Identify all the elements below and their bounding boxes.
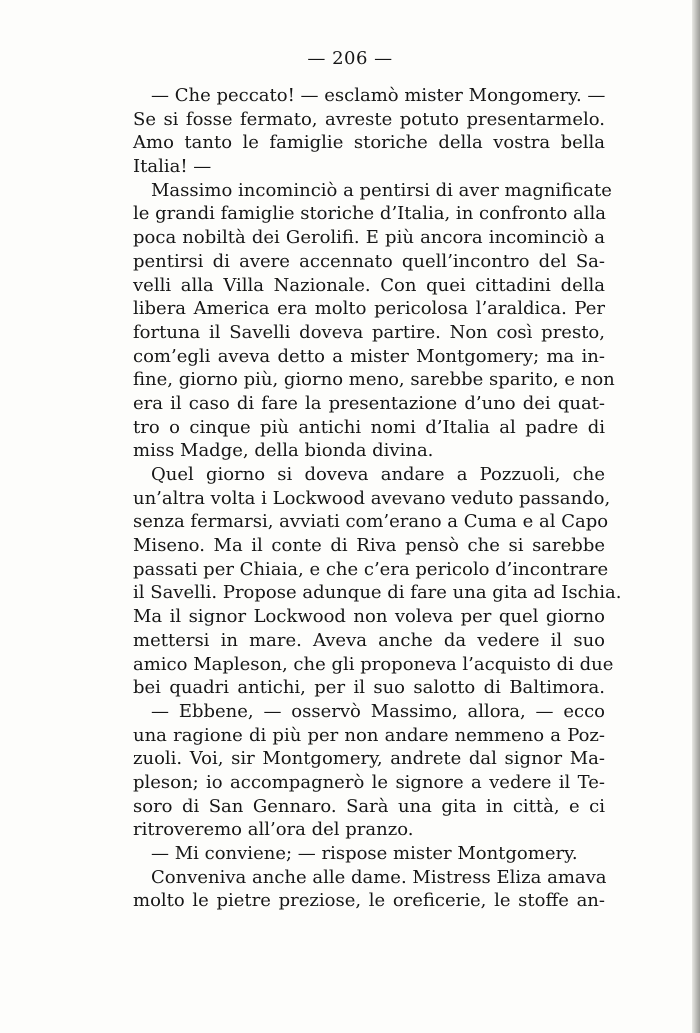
text-line: libera America era molto pericolosa l’araldica. Per bbox=[133, 298, 605, 320]
text-line: senza fermarsi, avviati com’erano a Cuma e al Capo bbox=[133, 511, 609, 533]
text-line: molto le pietre preziose, le oreficerie, le stoffe an- bbox=[133, 890, 605, 912]
text-line: fortuna il Savelli doveva partire. Non così presto, bbox=[133, 321, 605, 343]
text-line: era il caso di fare la presentazione d’uno dei quat- bbox=[133, 392, 605, 414]
text-line: poca nobiltà dei Gerolifi. E più ancora incominciò a bbox=[133, 227, 605, 249]
text-line: una ragione di più per non andare nemmeno a Poz- bbox=[133, 724, 605, 746]
text-line: Italia! — bbox=[133, 156, 212, 178]
text-line: le grandi famiglie storiche d’Italia, in confronto alla bbox=[133, 203, 606, 225]
page-edge-shadow bbox=[692, 0, 700, 1033]
text-line: Ma il signor Lockwood non voleva per quel giorno bbox=[133, 606, 605, 628]
text-line: ritroveremo all’ora del pranzo. bbox=[133, 819, 414, 841]
text-line: pleson; io accompagnerò le signore a vedere il Te- bbox=[133, 771, 605, 793]
text-line: — Mi conviene; — rispose mister Montgomery. bbox=[151, 843, 578, 864]
text-line: pentirsi di avere accennato quell’incontro del Sa- bbox=[133, 250, 605, 272]
text-line: miss Madge, della bionda divina. bbox=[133, 440, 434, 462]
text-line: Conveniva anche alle dame. Mistress Eliza amava bbox=[151, 866, 607, 888]
text-line: velli alla Villa Nazionale. Con quei cittadini della bbox=[133, 274, 605, 296]
text-line: passati per Chiaia, e che c’era pericolo d’incontrare bbox=[133, 558, 609, 580]
text-line: soro di San Gennaro. Sarà una gita in città, e ci bbox=[133, 795, 605, 817]
text-line: il Savelli. Propose adunque di fare una gita ad Ischia. bbox=[133, 582, 622, 604]
text-line: com’egli aveva detto a mister Montgomery; ma in- bbox=[133, 345, 605, 367]
text-line: Miseno. Ma il conte di Riva pensò che si sarebbe bbox=[133, 535, 605, 557]
text-line: Massimo incominciò a pentirsi di aver magnificate bbox=[151, 179, 612, 201]
page-number: — 206 — bbox=[307, 48, 393, 69]
text-line: Se si fosse fermato, avreste potuto presentarmelo. bbox=[133, 108, 605, 130]
text-line: Amo tanto le famiglie storiche della vostra bella bbox=[133, 132, 605, 154]
text-line: un’altra volta i Lockwood avevano veduto passando, bbox=[133, 487, 611, 509]
text-line: — Che peccato! — esclamò mister Mongomery. — bbox=[151, 85, 606, 106]
body-text bbox=[133, 84, 622, 913]
text-line: mettersi in mare. Aveva anche da vedere il suo bbox=[133, 629, 605, 651]
text-line: fine, giorno più, giorno meno, sarebbe sparito, e non bbox=[133, 369, 615, 391]
text-line: tro o cinque più antichi nomi d’Italia al padre di bbox=[133, 416, 605, 438]
text-line: — Ebbene, — osservò Massimo, allora, — ecco bbox=[151, 700, 605, 722]
text-line: amico Mapleson, che gli proponeva l’acquisto di due bbox=[133, 653, 614, 675]
text-line: Quel giorno si doveva andare a Pozzuoli, che bbox=[151, 464, 605, 485]
text-line: zuoli. Voi, sir Montgomery, andrete dal signor Ma- bbox=[133, 748, 605, 770]
text-line: bei quadri antichi, per il suo salotto di Baltimora. bbox=[133, 677, 605, 699]
